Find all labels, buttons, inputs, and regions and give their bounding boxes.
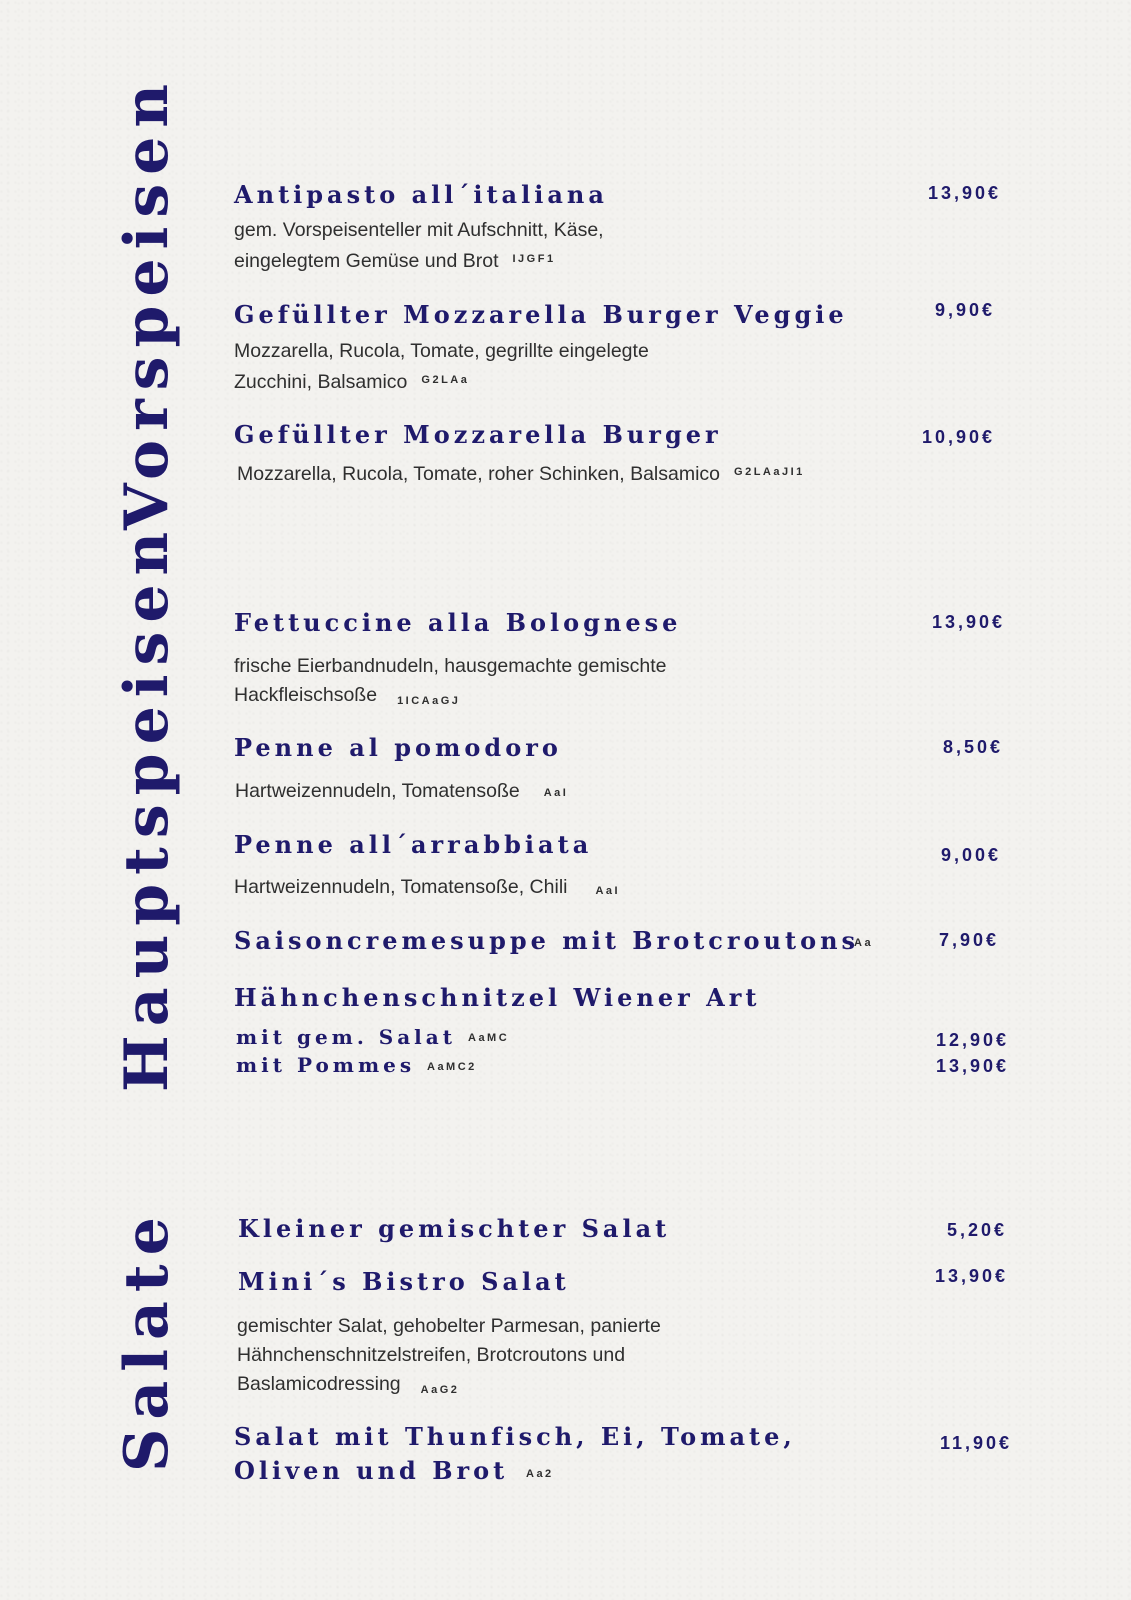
description-line (235, 777, 568, 808)
description-line: gem. Vorspeisenteller mit Aufschnitt, Käse, (234, 219, 604, 241)
allergen-codes: AaI (595, 885, 621, 897)
item-name: Salat mit Thunfisch, Ei, Tomate, (234, 1422, 796, 1451)
item-price: 13,90€ (936, 1056, 1010, 1076)
allergen-codes: Aa2 (526, 1468, 554, 1480)
item-name: Mini´s Bistro Salat (238, 1267, 570, 1296)
item-name: Penne all´arrabbiata (234, 830, 593, 859)
allergen-codes: 1ICAaGJ (397, 695, 461, 707)
item-price: 8,50€ (943, 737, 1004, 757)
allergen-codes: AaI (543, 787, 569, 799)
item-description (237, 458, 805, 489)
description-text: Hartweizennudeln, Tomatensoße, Chili (234, 876, 568, 898)
description-text: Mozzarella, Rucola, Tomate, roher Schinken, Balsamico (237, 463, 721, 485)
description-line (234, 873, 620, 906)
item-price: 11,90€ (940, 1433, 1013, 1453)
item-price: 9,90€ (935, 300, 996, 320)
item-name: Kleiner gemischter Salat (238, 1214, 671, 1243)
description-line (237, 458, 805, 489)
description-text: eingelegtem Gemüse und Brot (234, 250, 499, 272)
item-description (234, 337, 649, 397)
description-line (234, 366, 649, 397)
description-text: Hackfleischsoße (234, 684, 378, 706)
item-description (237, 1312, 661, 1405)
description-text: Hartweizennudeln, Tomatensoße (235, 780, 520, 802)
item-description (234, 873, 620, 906)
section-title-salate: Salate (112, 1208, 182, 1472)
section-title-vorspeisen: Vorspeisen (112, 75, 182, 530)
item-name: Antipasto all´italiana (234, 180, 608, 209)
description-line: frische Eierbandnudeln, hausgemachte gemischte (234, 655, 667, 677)
item-price: 13,90€ (932, 612, 1006, 632)
description-text: Baslamicodressing (237, 1373, 401, 1395)
item-name: Hähnchenschnitzel Wiener Art (234, 983, 761, 1012)
item-price: 9,00€ (941, 845, 1002, 865)
allergen-codes: G2LAa (421, 374, 470, 386)
item-price: 7,90€ (939, 930, 1000, 950)
allergen-codes: G2LAaJI1 (734, 466, 805, 478)
description-line: gemischter Salat, gehobelter Parmesan, panierte (237, 1315, 661, 1337)
item-name: Penne al pomodoro (234, 733, 562, 762)
allergen-codes: IJGF1 (512, 253, 556, 265)
item-name: Fettuccine alla Bolognese (234, 608, 682, 637)
item-description (235, 777, 568, 808)
item-name: Gefüllter Mozzarella Burger Veggie (234, 300, 848, 329)
allergen-codes: AaMC2 (427, 1061, 477, 1073)
allergen-codes: AaG2 (420, 1384, 460, 1396)
item-price: 13,90€ (928, 183, 1002, 203)
item-price: 5,20€ (947, 1220, 1008, 1240)
option-label: mit Pommes (236, 1053, 416, 1077)
item-description (234, 652, 667, 716)
item-name: Oliven und Brot (234, 1456, 509, 1485)
description-line: Mozzarella, Rucola, Tomate, gegrillte eingelegte (234, 340, 649, 362)
allergen-codes: Aa (854, 937, 874, 949)
allergen-codes: AaMC (468, 1032, 510, 1044)
item-price: 10,90€ (922, 427, 996, 447)
item-price: 12,90€ (936, 1030, 1010, 1050)
option-label: mit gem. Salat (236, 1025, 456, 1049)
item-name: Gefüllter Mozzarella Burger (234, 420, 722, 449)
section-title-hauptspeisen: Hauptspeisen (112, 522, 182, 1092)
item-price: 13,90€ (935, 1266, 1009, 1286)
description-line (234, 681, 667, 716)
description-line (237, 1370, 661, 1405)
item-description (234, 216, 604, 276)
item-name: Saisoncremesuppe mit Brotcroutons (234, 926, 860, 955)
description-text: Zucchini, Balsamico (234, 371, 408, 393)
description-line (234, 245, 604, 276)
description-line: Hähnchenschnitzelstreifen, Brotcroutons und (237, 1344, 626, 1366)
